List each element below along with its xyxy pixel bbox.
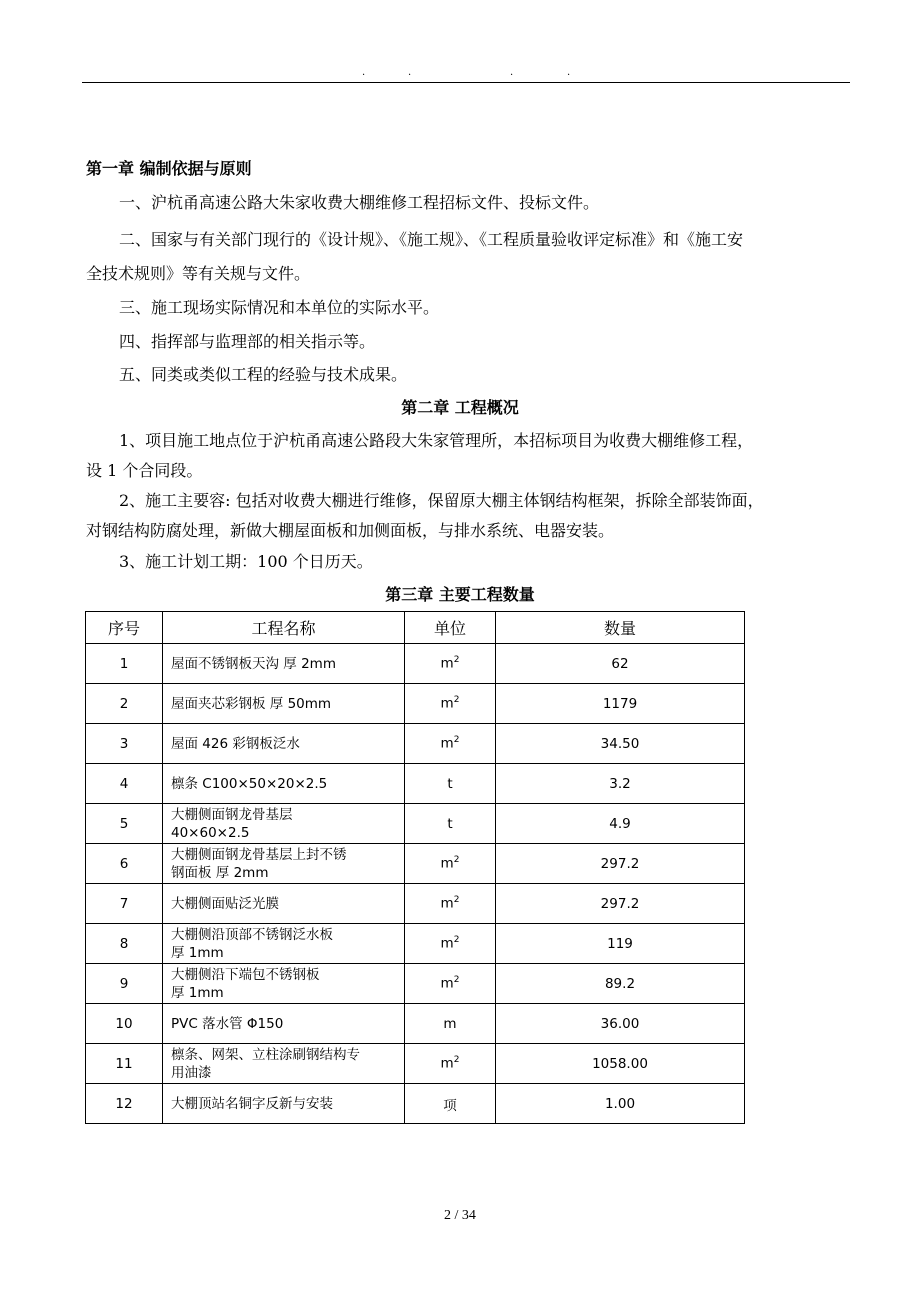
cell-unit — [405, 764, 496, 804]
cell-qty: 34.50 — [496, 724, 745, 764]
table-row — [86, 684, 745, 724]
cell-unit — [405, 644, 496, 684]
cell-no: 9 — [86, 964, 163, 1004]
cell-unit — [405, 884, 496, 924]
cell-name — [163, 1084, 405, 1124]
chapter1-item-1: 一、沪杭甬高速公路大朱家收费大棚维修工程招标文件、投标文件。 — [119, 193, 600, 212]
cell-qty: 297.2 — [496, 844, 745, 884]
chapter1-title: 第一章 编制依据与原则 — [86, 159, 252, 178]
cell-name-line2: 厚 1mm — [171, 984, 224, 1001]
cell-unit-text: m — [440, 895, 454, 912]
table-row — [86, 1044, 745, 1084]
cell-no: 11 — [86, 1044, 163, 1084]
cell-name-line2: 厚 1mm — [171, 944, 224, 961]
col-header-qty: 数量 — [496, 612, 745, 644]
cell-unit — [405, 964, 496, 1004]
cell-unit-text: m — [440, 1055, 454, 1072]
cell-no: 6 — [86, 844, 163, 884]
cell-name-line: 大棚侧面钢龙骨基层 — [171, 806, 293, 823]
cell-qty: 89.2 — [496, 964, 745, 1004]
cell-qty: 36.00 — [496, 1004, 745, 1044]
cell-qty: 4.9 — [496, 804, 745, 844]
cell-name-line: 大棚顶站名铜字反新与安装 — [171, 1095, 333, 1112]
cell-unit-text: m — [440, 935, 454, 952]
cell-name-line: 大棚侧沿下端包不锈钢板 — [171, 966, 320, 983]
cell-name-line2: 用油漆 — [171, 1064, 212, 1081]
cell-unit-text: t — [447, 815, 453, 832]
cell-unit-text: m — [440, 975, 454, 992]
cell-name — [163, 804, 405, 844]
cell-unit — [405, 724, 496, 764]
cell-qty: 119 — [496, 924, 745, 964]
cell-name-line2: 40×60×2.5 — [171, 824, 250, 841]
cell-name — [163, 844, 405, 884]
cell-qty: 3.2 — [496, 764, 745, 804]
cell-name-line: 大棚侧沿顶部不锈钢泛水板 — [171, 926, 333, 943]
table-row — [86, 1084, 745, 1124]
chapter2-item-1: 1、项目施工地点位于沪杭甬高速公路段大朱家管理所，本招标项目为收费大棚维修工程， — [119, 431, 754, 450]
cell-name-line: 大棚侧面钢龙骨基层上封不锈 — [171, 846, 347, 863]
cell-unit-text: 项 — [443, 1097, 457, 1114]
table-row — [86, 724, 745, 764]
table-row — [86, 924, 745, 964]
cell-unit-text: t — [447, 775, 453, 792]
chapter2-item-1-cont: 设 1 个合同段。 — [86, 461, 203, 480]
cell-unit-sup: 2 — [453, 975, 460, 986]
cell-unit — [405, 1044, 496, 1084]
cell-no: 12 — [86, 1084, 163, 1124]
cell-unit — [405, 1084, 496, 1124]
cell-no: 3 — [86, 724, 163, 764]
cell-name-line: 屋面不锈钢板天沟 厚 2mm — [171, 655, 336, 672]
cell-qty: 1058.00 — [496, 1044, 745, 1084]
col-header-unit: 单位 — [405, 612, 496, 644]
cell-unit-sup: 2 — [453, 695, 460, 706]
cell-name — [163, 964, 405, 1004]
cell-no: 1 — [86, 644, 163, 684]
chapter1-item-4: 四、指挥部与监理部的相关指示等。 — [119, 332, 376, 351]
cell-name-line: 檩条、网架、立柱涂刷钢结构专 — [171, 1046, 360, 1063]
quantity-table — [85, 611, 745, 1124]
cell-unit — [405, 844, 496, 884]
table-row — [86, 644, 745, 684]
cell-qty: 62 — [496, 644, 745, 684]
chapter3-title: 第三章 主要工程数量 — [385, 585, 535, 604]
cell-name-line: 大棚侧面贴泛光膜 — [171, 895, 279, 912]
col-header-name: 工程名称 — [163, 612, 405, 644]
cell-unit-text: m — [440, 695, 454, 712]
header-rule — [82, 82, 850, 83]
cell-name — [163, 764, 405, 804]
cell-name — [163, 884, 405, 924]
header-dots: . . . . — [362, 67, 571, 78]
col-header-no: 序号 — [86, 612, 163, 644]
cell-qty: 1.00 — [496, 1084, 745, 1124]
cell-no: 2 — [86, 684, 163, 724]
cell-name — [163, 644, 405, 684]
cell-name-line: 屋面 426 彩钢板泛水 — [171, 735, 300, 752]
cell-no: 7 — [86, 884, 163, 924]
cell-no: 5 — [86, 804, 163, 844]
chapter2-item-3: 3、施工计划工期：100 个日历天。 — [119, 552, 373, 571]
cell-name — [163, 724, 405, 764]
cell-unit-sup: 2 — [453, 655, 460, 666]
cell-name — [163, 1004, 405, 1044]
cell-unit-text: m — [440, 855, 454, 872]
cell-unit-sup: 2 — [453, 855, 460, 866]
cell-unit — [405, 804, 496, 844]
table-row — [86, 844, 745, 884]
cell-no: 4 — [86, 764, 163, 804]
cell-unit — [405, 1004, 496, 1044]
page-number: 2 / 34 — [444, 1208, 476, 1223]
chapter1-item-2-cont: 全技术规则》等有关规与文件。 — [86, 264, 311, 283]
cell-unit — [405, 684, 496, 724]
table-header-row — [86, 612, 745, 644]
chapter2-item-2: 2、施工主要容: 包括对收费大棚进行维修，保留原大棚主体钢结构框架，拆除全部装饰面， — [119, 491, 764, 510]
cell-qty: 1179 — [496, 684, 745, 724]
table-row — [86, 1004, 745, 1044]
cell-unit-text: m — [440, 655, 454, 672]
cell-unit — [405, 924, 496, 964]
cell-unit-text: m — [440, 735, 454, 752]
cell-unit-text: m — [443, 1015, 457, 1032]
cell-qty: 297.2 — [496, 884, 745, 924]
chapter2-item-2-cont: 对钢结构防腐处理，新做大棚屋面板和加侧面板，与排水系统、电器安装。 — [86, 521, 615, 540]
cell-unit-sup: 2 — [453, 1055, 460, 1066]
chapter1-item-5: 五、同类或类似工程的经验与技术成果。 — [119, 365, 408, 384]
cell-name-line: 屋面夹芯彩钢板 厚 50mm — [171, 695, 332, 712]
cell-name — [163, 684, 405, 724]
cell-unit-sup: 2 — [453, 935, 460, 946]
table-row — [86, 764, 745, 804]
cell-name-line: 檩条 C100×50×20×2.5 — [171, 775, 328, 792]
table-row — [86, 804, 745, 844]
cell-name — [163, 1044, 405, 1084]
cell-unit-sup: 2 — [453, 735, 460, 746]
cell-name — [163, 924, 405, 964]
cell-no: 8 — [86, 924, 163, 964]
cell-name-line2: 钢面板 厚 2mm — [171, 864, 269, 881]
table-row — [86, 964, 745, 1004]
cell-name-line: PVC 落水管 Φ150 — [171, 1015, 284, 1032]
chapter1-item-2: 二、国家与有关部门现行的《设计规》、《施工规》、《工程质量验收评定标准》和《施工安 — [119, 230, 744, 249]
chapter2-title: 第二章 工程概况 — [401, 398, 519, 417]
table-row — [86, 884, 745, 924]
chapter1-item-3: 三、施工现场实际情况和本单位的实际水平。 — [119, 298, 440, 317]
cell-no: 10 — [86, 1004, 163, 1044]
cell-unit-sup: 2 — [453, 895, 460, 906]
